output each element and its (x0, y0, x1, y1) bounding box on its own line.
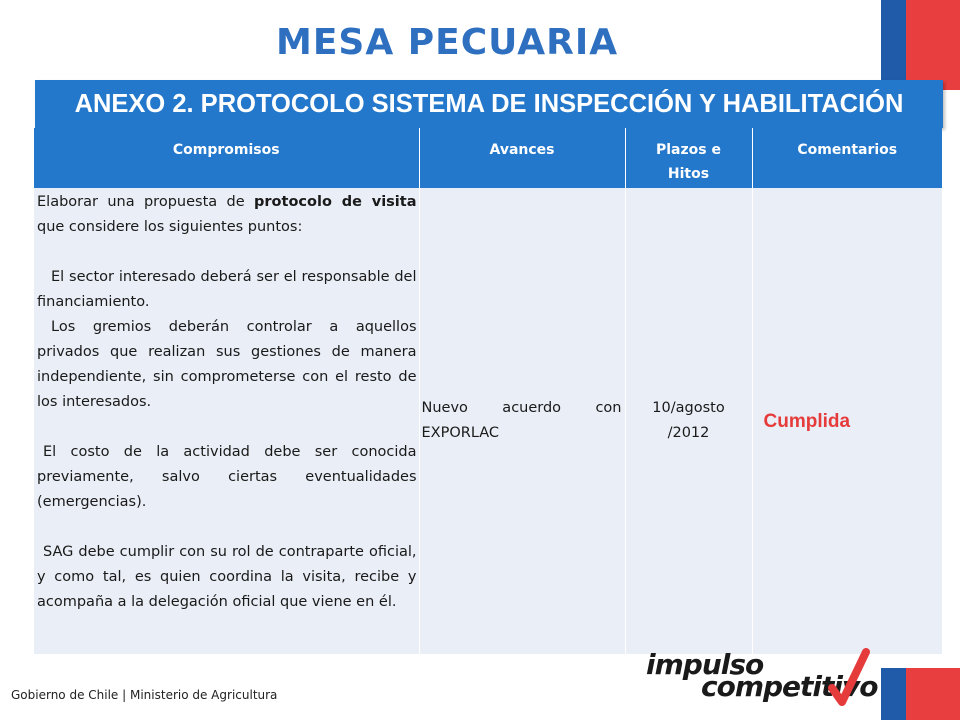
logo-line2: competitivo (701, 670, 878, 703)
comentario-cell (752, 188, 942, 654)
chile-flag-footer-graphic (881, 668, 960, 720)
header-compromisos: Compromisos (34, 128, 419, 188)
header-avances: Avances (419, 128, 625, 188)
table-header-row (34, 128, 942, 188)
status-label: Cumplida (763, 410, 851, 432)
header-plazos-label: Plazos e Hitos (656, 142, 721, 182)
plazo-text-line1: 10/agosto (652, 400, 725, 416)
impulso-competitivo-logo (646, 648, 878, 708)
commitments-table (34, 128, 942, 654)
avance-text-line2: EXPORLAC (421, 425, 500, 441)
plazo-text-line2: /2012 (667, 425, 710, 441)
logo-line1: impulso (646, 648, 764, 681)
avance-text-line1: Nuevo acuerdo con (421, 400, 622, 416)
point-costo: El costo de la actividad debe ser conocida previamente, salvo ciertas eventualidades (emergencias). (37, 444, 417, 510)
compromiso-cell (34, 188, 419, 654)
intro-text: Elaborar una propuesta de (37, 194, 255, 210)
section-banner: ANEXO 2. PROTOCOLO SISTEMA DE INSPECCIÓN Y HABILITACIÓN (35, 80, 943, 128)
header-plazos (625, 128, 752, 188)
table-row (34, 188, 942, 654)
avance-cell (419, 188, 625, 654)
point-gremios: Los gremios deberán controlar a aquellos privados que realizan sus gestiones de manera independiente, sin comprometerse con el resto de los interesados. (37, 319, 417, 410)
checkmark-icon (826, 648, 871, 706)
point-sag: SAG debe cumplir con su rol de contraparte oficial, y como tal, es quien coordina la visita, recibe y acompaña a la delegación oficial que viene en él. (37, 544, 417, 610)
chile-flag-graphic (881, 0, 960, 90)
intro-text-end: que considere los siguientes puntos: (37, 219, 303, 235)
footer-text: Gobierno de Chile | Ministerio de Agricultura (11, 688, 278, 702)
compromiso-intro (37, 190, 417, 240)
intro-bold-text: protocolo de visita (254, 194, 417, 210)
page-title: MESA PECUARIA (276, 22, 619, 63)
point-financiamiento: El sector interesado deberá ser el responsable del financiamiento. (37, 269, 417, 310)
header-comentarios: Comentarios (752, 128, 942, 188)
plazo-cell (625, 188, 752, 654)
